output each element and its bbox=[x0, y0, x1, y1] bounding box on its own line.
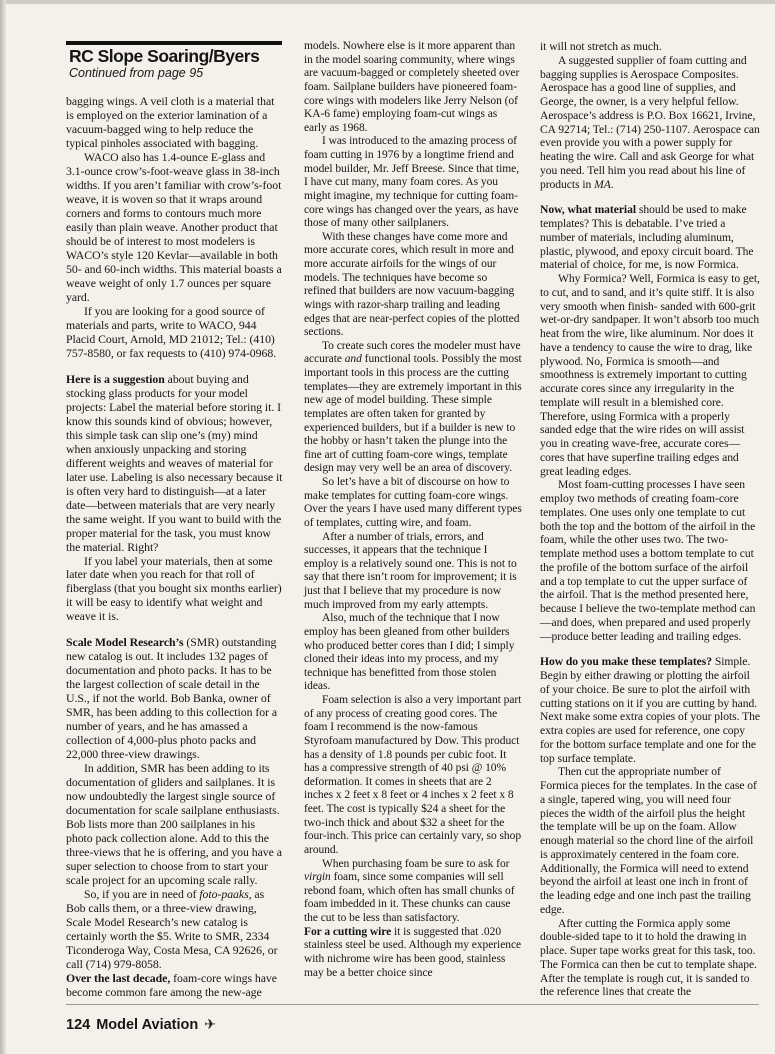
paragraph: When purchasing foam be sure to ask for virgin foam, since some companies will sell rebond foam, which often has small chunks of foam imbedded in it. These chunks can cause the cut to be less than satisfactory. bbox=[304, 857, 515, 924]
paragraph: Why Formica? Well, Formica is easy to get, to cut, and to sand, and it’s quite stiff. It is also very smooth when finish- sanded with 600-grit wet-or-dry sandpaper. It won’t absorb too much heat from the wire, like aluminum. Nor does it have a tendency to cause the wire to drag, like plywood. No, Formica is smooth—and smoothness is extremely important to cutting accurate cores since any irregularity in the template will result in a blemished core. Therefore, using Formica with a properly sanded edge that the wire rides on will assist you in creating wave-free, accurate cores—cores that have superfine trailing edges and great leading edges. bbox=[540, 272, 760, 478]
run-in-heading: Now, what material bbox=[540, 203, 637, 217]
paragraph: After a number of trials, errors, and successes, it appears that the technique I employ is a relatively sound one. This is not to say that there isn’t room for improvement; it is just that I believe that my procedure is now much improved from my early attempts. bbox=[304, 530, 517, 611]
airplane-icon: ✈ bbox=[204, 1016, 216, 1032]
page-edge-left bbox=[0, 0, 6, 1054]
paragraph: If you label your materials, then at some later date when you reach for that roll of fiberglass (that you bought six months earlier) it will be easy to identify what weight and weave it is. bbox=[66, 553, 282, 624]
paragraph: In addition, SMR has been adding to its documentation of gliders and sailplanes. It is now undoubtedly the largest single source of documentation for scale sailplane enthusiasts. Bob lists more than 200 sailplanes in his photo pack collection alone. Add to this the three-views that he is offering, and you have a super selection to choose from to start your scale project for an upcoming scale rally. bbox=[66, 761, 282, 888]
page-footer bbox=[66, 1016, 216, 1033]
paragraph: Scale Model Research’s (SMR) outstanding new catalog is out. It includes 132 pages of documentation and photo packs. It has to be the largest collection of scale detail in the U.S., if not the world. Bob Banka, owner of SMR, has been adding to this collection for a number of years, and he has amassed a collection of 4,000-plus photo packs and 22,000 three-view drawings. bbox=[66, 635, 278, 762]
column-title: RC Slope Soaring/Byers bbox=[69, 46, 260, 66]
paragraph: Over the last decade, foam-core wings have become common fare among the new-age bbox=[66, 971, 277, 1000]
footer-rule bbox=[66, 1004, 759, 1005]
text-column-2 bbox=[304, 40, 522, 980]
magazine-name: Model Aviation bbox=[96, 1016, 199, 1033]
paragraph: For a cutting wire it is suggested that .020 stainless steel be used. Although my experience with nichrome wire has been good, stainless may be a better choice since bbox=[304, 925, 522, 979]
run-in-heading: Scale Model Research’s bbox=[66, 635, 184, 650]
paragraph: So let’s have a bit of discourse on how to make templates for cutting foam-core wings. Over the years I have used many different types of templates, cutting wire, and foam. bbox=[304, 476, 522, 529]
page-edge-top bbox=[0, 0, 775, 4]
run-in-heading: Over the last decade, bbox=[66, 971, 171, 986]
paragraph: bagging wings. A veil cloth is a material that is employed on the exterior lamination of a vacuum-bagged wing to help reduce the typical pinholes associated with bagging. bbox=[66, 94, 275, 150]
paragraph: models. Nowhere else is it more apparent than in the model soaring community, where wings are vacuum-bagged or completely sheeted over foam. Sailplane builders have pioneered foam-core wings with modelers like Jerry Nelson (of KA-6 fame) employing foam-cut wings as early as 1968. bbox=[304, 40, 520, 134]
run-in-heading: Here is a suggestion bbox=[66, 371, 165, 386]
paragraph: Here is a suggestion about buying and stocking glass products for your model projects: Label the material before storing it. I know this sounds kind of obvious; however, this simple task can slip one’s (my) mind when anxiously unpacking and storing different weights and weaves of material for later use. Labeling is also necessary because it is often very hard to distinguish—at a later date—between materials that are very nearly the same weight. If you want to build with the proper material for the task, you must know the material. Right? bbox=[66, 371, 283, 554]
paragraph: Then cut the appropriate number of Formica pieces for the templates. In the case of a single, tapered wing, you will need four pieces the width of the airfoil plus the height the template will be up on the foam. Allow enough material so the chord line of the airfoil is approximately centered in the foam core. Additionally, the Formica will need to extend beyond the airfoil at least one inch in front of the leading edge and one inch past the trailing edge. bbox=[540, 765, 757, 916]
continued-from-note: Continued from page 95 bbox=[69, 66, 204, 80]
header-rule bbox=[66, 41, 282, 45]
paragraph: WACO also has 1.4-ounce E-glass and 3.1-ounce crow’s-foot-weave glass in 38-inch widths. If you aren’t familiar with crow’s-foot weave, it is woven so that it wraps around corners and forms to contours much more easily than plain weave. Another product that should be of interest to most modelers is WACO’s style 120 Kevlar—available in both 50- and 60-inch widths. This material boasts a weave weight of only 1.7 ounces per square yard. bbox=[66, 149, 282, 304]
paragraph: I was introduced to the amazing process of foam cutting in 1976 by a longtime friend and model builder, Mr. Jeff Breese. Since that time, I have cut many, many foam cores. As you might imagine, my technique for cutting foam-core wings has changed over the years, as have those of many other sailplaners. bbox=[304, 135, 520, 230]
paragraph: A suggested supplier of foam cutting and bagging supplies is Aerospace Composites. Aerospace has a good line of supplies, and George, the owner, is a very helpful fellow. Aerospace’s address is P.O. Box 16621, Irvine, CA 92714; Tel.: (714) 250-1107. Aerospace can even provide you with a power supply for heating the wire. Call and ask George for what you need. Tell him you read about his line of products in MA. bbox=[540, 53, 760, 191]
paragraph: So, if you are in need of foto-paaks, as Bob calls them, or a three-view drawing, Scale Model Research’s new catalog is certainly worth the $5. Write to SMR, 2334 Ticonderoga Way, Costa Mesa, CA 92626, or call (714) 979-8058. bbox=[66, 887, 278, 972]
page-number: 124 bbox=[66, 1016, 91, 1033]
paragraph: Most foam-cutting processes I have seen employ two methods of creating foam-core templates. One uses only one template to cut both the top and the bottom of the airfoil in the foam, while the other uses two. The two-template method uses a bottom template to cut the profile of the bottom surface of the airfoil and a top template to cut the upper surface of the airfoil. That is the method presented here, because I believe the two-template method can—and does, when prepared and used properly—produce better leading and trailing edges. bbox=[540, 478, 756, 643]
paragraph: If you are looking for a good source of materials and parts, write to WACO, 944 Placid Court, Arnold, MD 21012; Tel.: (410) 757-8580, or fax requests to (410) 974-0968. bbox=[66, 303, 277, 360]
text-column-1 bbox=[66, 94, 284, 999]
paragraph: After cutting the Formica apply some double-sided tape to it to hold the drawing in place. Super tape works great for this task, too. The Formica can then be cut to template shape. After the template is rough cut, it is sanded to the reference lines that create the bbox=[540, 916, 757, 999]
paragraph: How do you make these templates? Simple. Begin by either drawing or plotting the airfoil of your choice. Be sure to plot the airfoil with cutting stations on it if you are cutting by hand. Next make some extra copies of your plots. The extra copies are used for reference, one copy for the bottom surface template and one for the top surface template. bbox=[540, 655, 760, 765]
paragraph: With these changes have come more and more accurate cores, which result in more and more accurate airfoils for the wings of our models. The techniques have become so refined that builders are now vacuum-bagging wings with razor-sharp trailing and leading edges that are near-perfect copies of the plotted sections. bbox=[304, 230, 520, 339]
text-column-3 bbox=[540, 40, 760, 999]
run-in-heading: For a cutting wire bbox=[304, 925, 392, 938]
paragraph: it will not stretch as much. bbox=[540, 40, 662, 53]
paragraph: Foam selection is also a very important part of any process of creating good cores. The foam I recommend is the now-famous Styrofoam manufactured by Dow. This product has a density of 1.8 pounds per cubic foot. It has a compressive strength of 40 psi @ 10% deformation. It comes in sheets that are 2 inches x 2 feet x 8 feet or 4 inches x 2 feet x 8 feet. The cost is typically $24 a sheet for the two-inch thick and about $32 a sheet for the four-inch. This price can certainly vary, so shop around. bbox=[304, 694, 522, 856]
paragraph: Also, much of the technique that I now employ has been gleaned from other builders who produced better cores than I did; I simply cloned their ideas into my process, and my technique has benefitted from those stolen ideas. bbox=[304, 612, 515, 693]
run-in-heading: How do you make these templates? bbox=[540, 655, 712, 669]
paragraph: Now, what material should be used to make templates? This is debatable. I’ve tried a number of materials, including aluminum, plastic, plywood, and epoxy circuit board. The material of choice, for me, is now Formica. bbox=[540, 203, 754, 272]
paragraph: To create such cores the modeler must have accurate and functional tools. Possibly the most important tools in this process are the cutting templates—they are extremely important in this new age of model building. These simple templates are often taken for granted by experienced builders, but if a builder is new to the hobby or hasn’t taken the plunge into the fine art of cutting foam-core wings, template design may very well be an area of discovery. bbox=[304, 339, 522, 475]
